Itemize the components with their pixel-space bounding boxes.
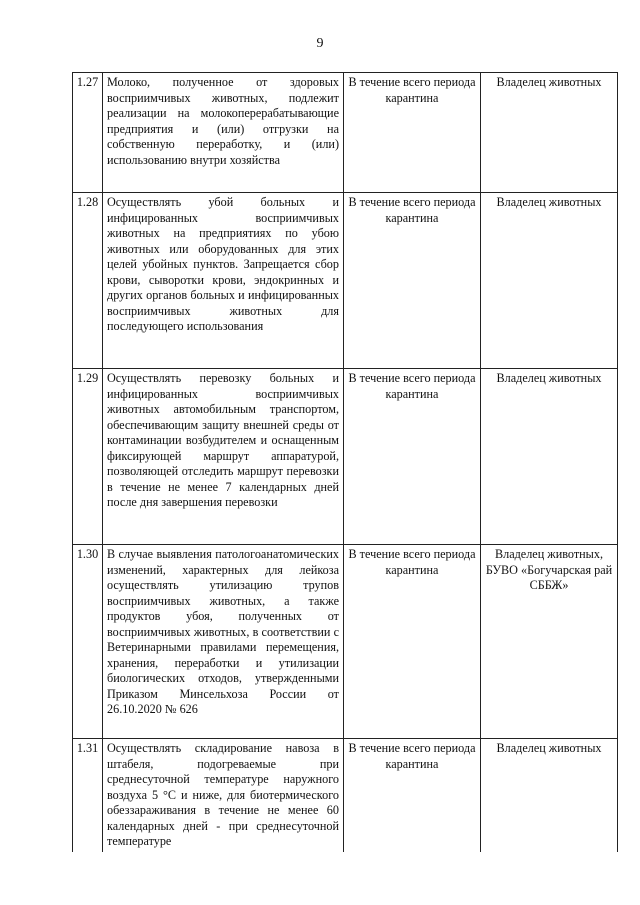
row-responsible: Владелец животных <box>481 369 618 545</box>
row-responsible: Владелец животных <box>481 73 618 193</box>
row-term: В течение всего периода карантина <box>344 73 481 193</box>
row-action: Осуществлять складирование навоза в штабеля, подогреваемые при среднесуточной температуре наружного воздуха 5 °С и ниже, для биотермического обеззараживания в течение не менее 60 календарных дней - при среднесуточной температуре <box>103 739 344 852</box>
table-row <box>73 193 618 369</box>
table-row <box>73 73 618 193</box>
row-term: В течение всего периода карантина <box>344 545 481 739</box>
row-action: Осуществлять перевозку больных и инфицированных восприимчивых животных автомобильным транспортом, обеспечивающим защиту внешней среды от контаминации возбудителем и оснащенным фиксирующей маршрут аппаратурой, позволяющей отследить маршрут перевозки в течение не менее 7 календарных дней после дня завершения перевозки <box>103 369 344 545</box>
row-responsible: Владелец животных <box>481 739 618 852</box>
row-number: 1.27 <box>73 73 103 193</box>
row-action: В случае выявления патологоанатомических изменений, характерных для лейкоза осуществлять утилизацию трупов восприимчивых животных, а также продуктов убоя, полученных от восприимчивых животных, в соответствии с Ветеринарными правилами перемещения, хранения, переработки и утилизации биологических отходов, утвержденными Приказом Минсельхоза России от 26.10.2020 № 626 <box>103 545 344 739</box>
row-term: В течение всего периода карантина <box>344 369 481 545</box>
row-number: 1.30 <box>73 545 103 739</box>
row-term: В течение всего периода карантина <box>344 739 481 852</box>
table-row <box>73 369 618 545</box>
row-number: 1.31 <box>73 739 103 852</box>
row-number: 1.29 <box>73 369 103 545</box>
row-term: В течение всего периода карантина <box>344 193 481 369</box>
measures-table <box>72 72 618 852</box>
table-row <box>73 739 618 852</box>
row-responsible: Владелец животных, БУВО «Богучарская рай СББЖ» <box>481 545 618 739</box>
row-action: Молоко, полученное от здоровых восприимчивых животных, подлежит реализации на молокоперерабатывающие предприятия и (или) отгрузки на собственную переработку, и (или) использованию внутри хозяйства <box>103 73 344 193</box>
table-row <box>73 545 618 739</box>
page-number: 9 <box>316 36 324 51</box>
row-action: Осуществлять убой больных и инфицированных восприимчивых животных на предприятиях по убою животных или оборудованных для этих целей убойных пунктов. Запрещается сбор крови, сыворотки крови, эндокринных и других органов больных и инфицированных восприимчивых животных для последующего использования <box>103 193 344 369</box>
row-responsible: Владелец животных <box>481 193 618 369</box>
row-number: 1.28 <box>73 193 103 369</box>
